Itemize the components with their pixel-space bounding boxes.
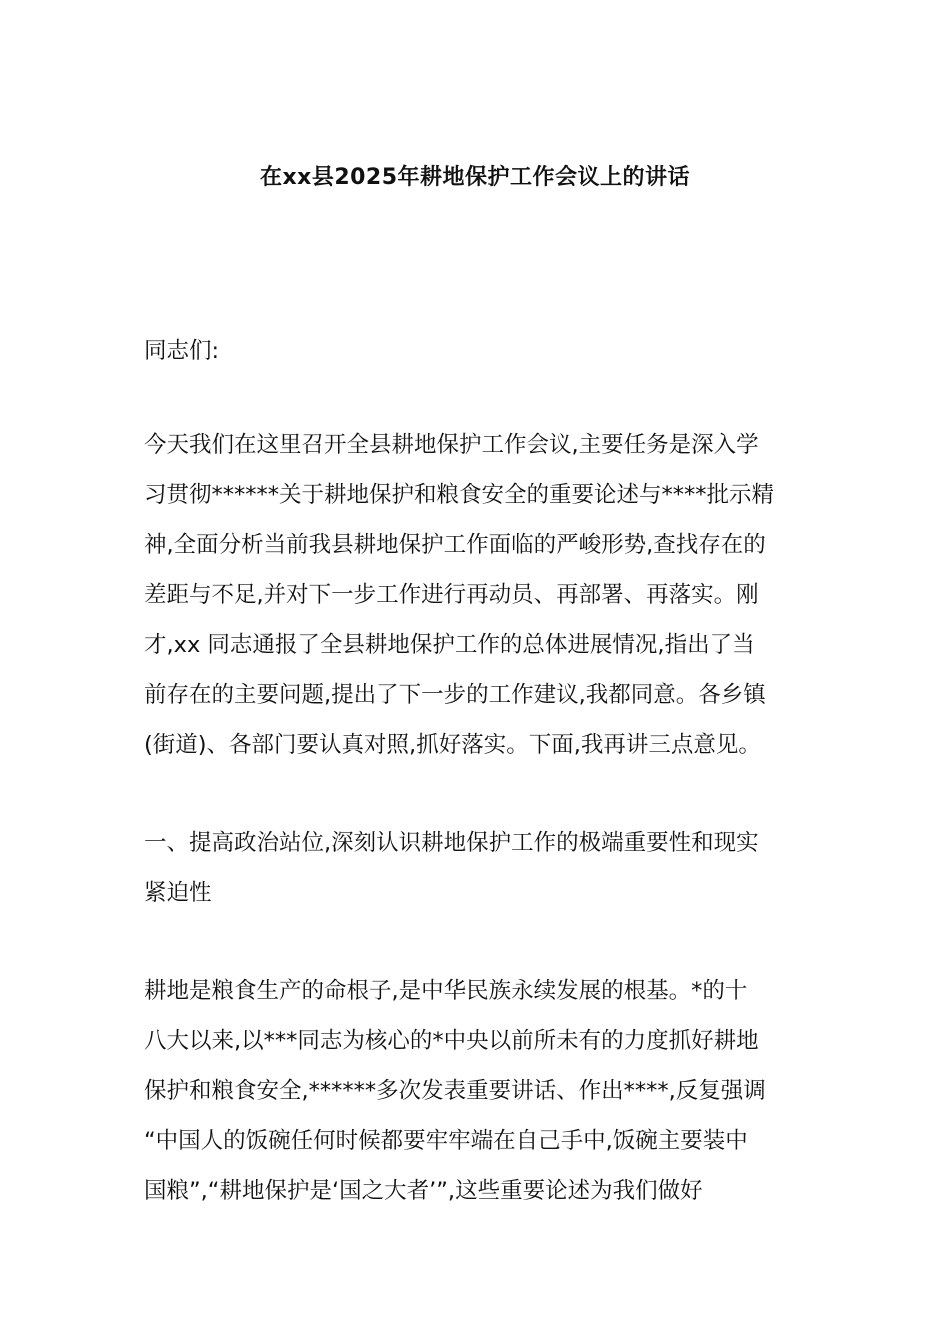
speech-title: 在xx县2025年耕地保护工作会议上的讲话 [259,165,691,190]
intro-paragraph [144,420,810,770]
body-line: “中国人的饭碗任何时候都要牢牢端在自己手中,饭碗主要装中 [144,1128,748,1154]
intro-line: 差距与不足,并对下一步工作进行再动员、再部署、再落实。刚 [144,582,759,608]
body-line: 耕地是粮食生产的命根子,是中华民族永续发展的根基。*的十 [144,978,748,1004]
body-line: 保护和粮食安全,******多次发表重要讲话、作出****,反复强调 [144,1078,766,1104]
salutation-text: 同志们: [144,338,220,364]
body-line: 国粮”,“耕地保护是‘国之大者’”,这些重要论述为我们做好 [144,1178,703,1204]
section-heading-line: 一、提高政治站位,深刻认识耕地保护工作的极端重要性和现实 [144,830,759,856]
intro-line: 前存在的主要问题,提出了下一步的工作建议,我都同意。各乡镇 [144,682,766,708]
intro-line: 习贯彻******关于耕地保护和粮食安全的重要论述与****批示精 [144,482,775,508]
salutation [144,326,810,376]
intro-line: (街道)、各部门要认真对照,抓好落实。下面,我再讲三点意见。 [144,732,761,758]
section-1-body [144,966,810,1216]
intro-line: 今天我们在这里召开全县耕地保护工作会议,主要任务是深入学 [144,432,759,458]
intro-line: 才,xx 同志通报了全县耕地保护工作的总体进展情况,指出了当 [144,632,755,658]
section-1-heading [144,818,810,918]
intro-line: 神,全面分析当前我县耕地保护工作面临的严峻形势,查找存在的 [144,532,766,558]
body-line: 八大以来,以***同志为核心的*中央以前所未有的力度抓好耕地 [144,1028,759,1054]
section-heading-line: 紧迫性 [144,880,212,906]
